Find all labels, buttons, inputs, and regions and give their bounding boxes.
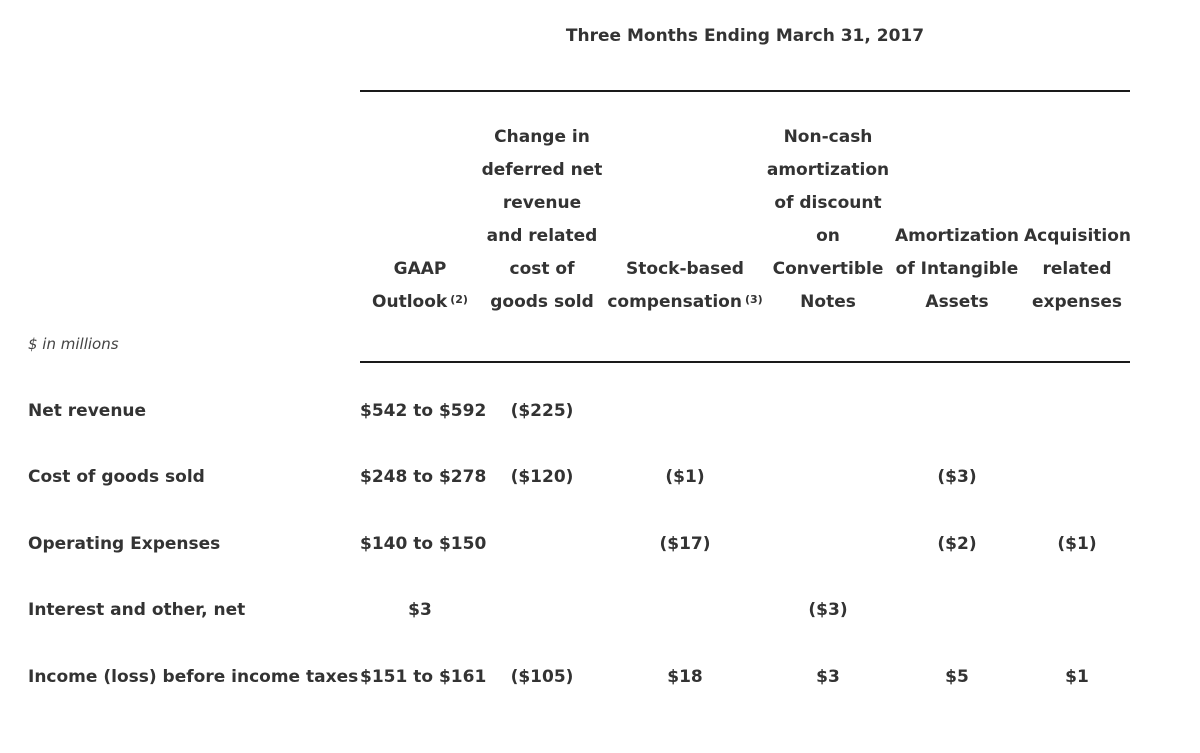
col-header-gaap-outlook: GAAP Outlook $^{(2)}$ bbox=[372, 259, 468, 312]
cell-opex-acquisition: ($1) bbox=[1057, 534, 1097, 554]
cell-income-notes: $3 bbox=[816, 667, 840, 687]
cell-net-revenue-gaap: $542 to $592 bbox=[360, 401, 487, 421]
top-rule bbox=[360, 90, 1130, 92]
cell-cogs-intangibles: ($3) bbox=[937, 467, 977, 487]
cell-income-intangibles: $5 bbox=[945, 667, 969, 687]
units-label: $ in millions bbox=[28, 335, 119, 353]
cell-opex-stock: ($17) bbox=[659, 534, 711, 554]
col-header-stock-based-compensation: Stock-based compensation $^{(3)}$ bbox=[607, 259, 763, 312]
col-header-acquisition-expenses: Acquisition related expenses bbox=[1024, 226, 1132, 312]
row-label-income-before-taxes: Income (loss) before income taxes bbox=[28, 667, 359, 687]
cell-interest-notes: ($3) bbox=[808, 600, 848, 620]
cell-cogs-deferred: ($120) bbox=[510, 467, 574, 487]
cell-income-deferred: ($105) bbox=[510, 667, 574, 687]
row-label-operating-expenses: Operating Expenses bbox=[28, 534, 221, 554]
cell-opex-gaap: $140 to $150 bbox=[360, 534, 487, 554]
row-label-cost-of-goods-sold: Cost of goods sold bbox=[28, 467, 205, 487]
cell-income-acquisition: $1 bbox=[1065, 667, 1089, 687]
header-rule bbox=[360, 361, 1130, 363]
row-label-net-revenue: Net revenue bbox=[28, 401, 147, 421]
period-title: Three Months Ending March 31, 2017 bbox=[565, 26, 925, 46]
cell-net-revenue-deferred: ($225) bbox=[510, 401, 574, 421]
col-header-intangible-assets: Amortization of Intangible Assets bbox=[895, 226, 1019, 312]
cell-income-gaap: $151 to $161 bbox=[360, 667, 487, 687]
cell-cogs-gaap: $248 to $278 bbox=[360, 467, 487, 487]
cell-cogs-stock: ($1) bbox=[665, 467, 705, 487]
cell-opex-intangibles: ($2) bbox=[937, 534, 977, 554]
cell-interest-gaap: $3 bbox=[408, 600, 432, 620]
col-header-deferred-revenue: Change in deferred net revenue and related cost of goods sold bbox=[481, 127, 603, 312]
col-header-convertible-notes: Non-cash amortization of discount on Convertible Notes bbox=[766, 127, 890, 312]
row-label-interest-and-other: Interest and other, net bbox=[28, 600, 246, 620]
cell-income-stock: $18 bbox=[667, 667, 703, 687]
